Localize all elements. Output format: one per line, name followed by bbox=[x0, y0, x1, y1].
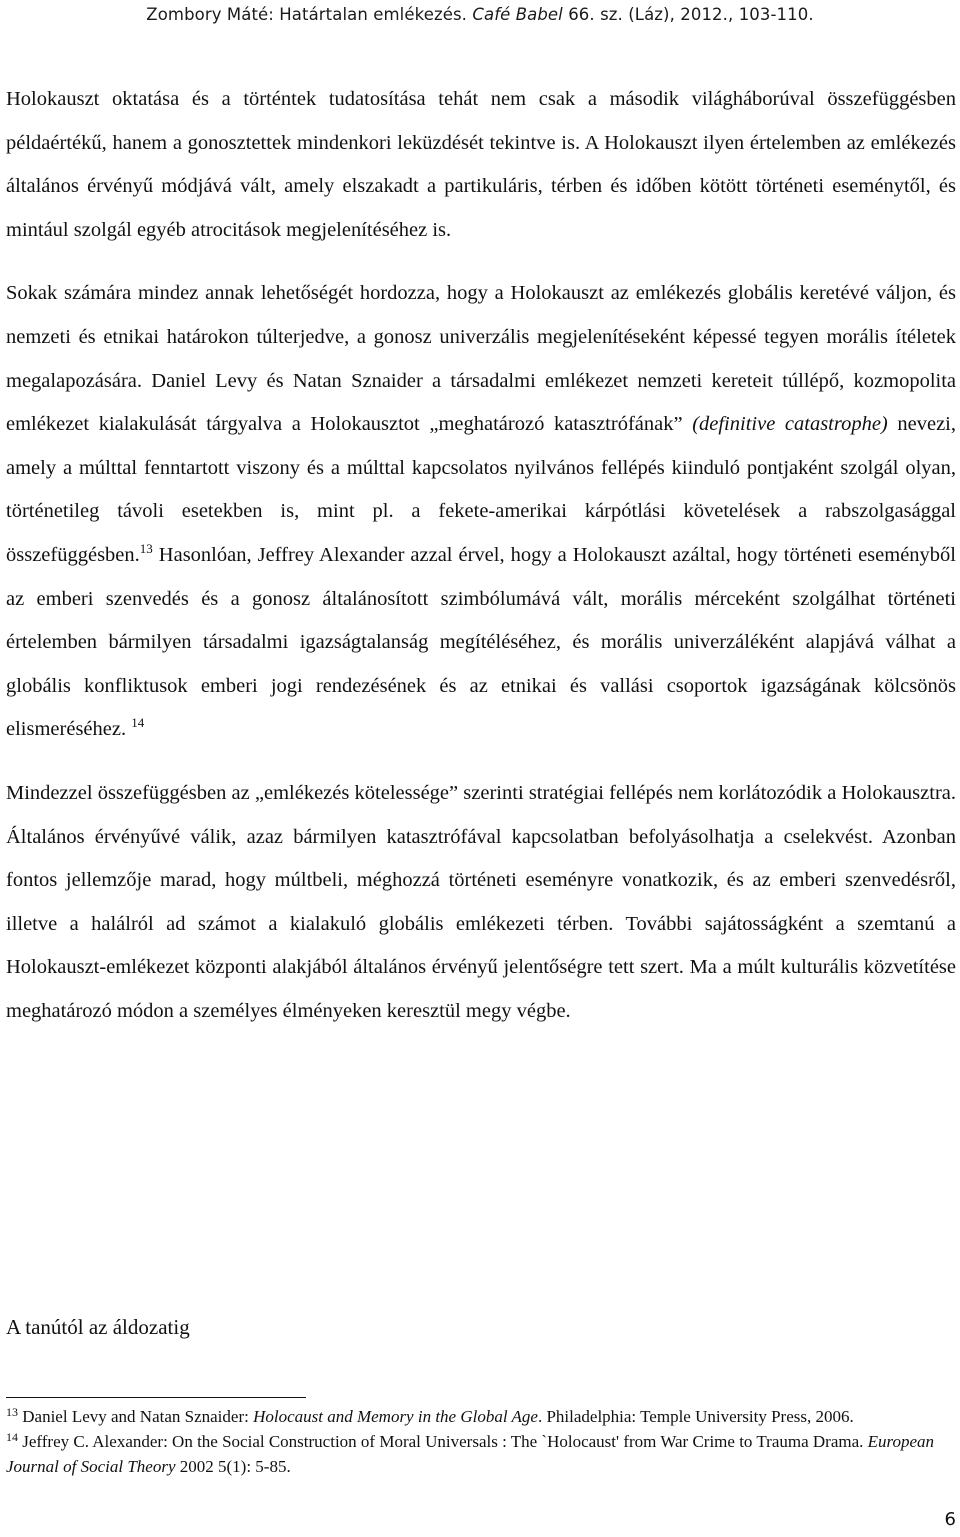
section-heading: A tanútól az áldozatig bbox=[6, 1315, 190, 1339]
footnote-title-italic: Holocaust and Memory in the Global Age bbox=[253, 1407, 538, 1426]
paragraph-2-text-b: nevezi, amely a múlttal fenntartott viszony és a múlttal kapcsolatos nyilvános fellépés kiinduló pontjaként szolgál olyan, történetileg távoli esetekben is, mint pl. a fekete-amerikai kárpótlási követelések a rabszolgasággal összefüggésben. bbox=[6, 413, 956, 566]
header-issue-pages: 66. sz. (Láz), 2012., 103-110. bbox=[568, 5, 814, 24]
footnote-text: Jeffrey C. Alexander: On the Social Construction of Moral Universals : The `Holocaust' from War Crime to Trauma Drama. bbox=[18, 1432, 868, 1451]
footnote-text: Daniel Levy and Natan Sznaider: bbox=[18, 1407, 254, 1426]
paragraph-1: Holokauszt oktatása és a történtek tudatosítása tehát nem csak a második világháborúval összefüggésben példaértékű, hanem a gonosztettek mindenkori leküzdését tekintve is. A Holokauszt ilyen értelemben az emlékezés általános érvényű módjává vált, amely elszakadt a partikuláris, térben és időben kötött történeti eseménytől, és mintául szolgál egyéb atrocitások megjelenítéséhez is. bbox=[6, 88, 956, 241]
paragraph-2-text-c: Hasonlóan, Jeffrey Alexander azzal érvel, hogy a Holokauszt azáltal, hogy történeti eseményből az emberi szenvedés és a gonosz általánosított szimbólumává vált, morális mérceként szolgálhat történeti értelemben bármilyen társadalmi igazságtalanság megítéléséhez, és morális univerzáléként alapjává válhat a globális konfliktusok emberi jogi rendezésének és az etnikai és vallási csoportok igazságának kölcsönös elismeréséhez. bbox=[6, 543, 956, 741]
paragraph-2 bbox=[6, 272, 956, 752]
footnote-title-italic: European Journal of Social Theory bbox=[6, 1432, 935, 1476]
header-journal-name: Café Babel bbox=[472, 5, 563, 24]
footnote-ref-13: 13 bbox=[139, 540, 153, 556]
footnotes bbox=[6, 1405, 956, 1479]
paragraph-3: Mindezzel összefüggésben az „emlékezés kötelessége” szerinti stratégiai fellépés nem korlátozódik a Holokausztra. Általános érvényűvé válik, azaz bármilyen katasztrófával kapcsolatban befolyásolhatja a cselekvést. Azonban fontos jellemzője marad, hogy múltbeli, méghozzá történeti eseményre vonatkozik, és az emberi szenvedésről, illetve a halálról ad számot a kialakuló globális emlékezeti térben. További sajátosságként a szemtanú a Holokauszt-emlékezet központi alakjából általános érvényű jelentőségre tett szert. Ma a múlt kulturális közvetítése meghatározó módon a személyes élményeken keresztül megy végbe. bbox=[6, 781, 956, 1022]
footnote-text: 2002 5(1): 5-85. bbox=[175, 1457, 291, 1476]
body-text bbox=[6, 78, 956, 1033]
page-number: 6 bbox=[944, 1509, 956, 1530]
running-header bbox=[0, 5, 960, 24]
footnote-number: 14 bbox=[6, 1430, 18, 1444]
footnote-text: . Philadelphia: Temple University Press, 2006. bbox=[537, 1407, 854, 1426]
paragraph-2-italic-term: (definitive catastrophe) bbox=[692, 413, 888, 436]
footnote-14 bbox=[6, 1430, 956, 1479]
header-author-title: Zombory Máté: Határtalan emlékezés. bbox=[146, 5, 467, 24]
footnote-separator bbox=[6, 1397, 306, 1398]
footnote-13 bbox=[6, 1405, 956, 1430]
paragraph-2-text-a: Sokak számára mindez annak lehetőségét hordozza, hogy a Holokauszt az emlékezés globális keretévé váljon, és nemzeti és etnikai határokon túlterjedve, a gonosz univerzális megjelenítéseként képessé tegyen morális ítéletek megalapozására. Daniel Levy és Natan Sznaider a társadalmi emlékezet nemzeti kereteit túllépő, kozmopolita emlékezet kialakulását tárgyalva a Holokausztot „meghatározó katasztrófának” bbox=[6, 282, 956, 436]
footnote-number: 13 bbox=[6, 1405, 18, 1419]
footnote-ref-14: 14 bbox=[131, 715, 145, 731]
